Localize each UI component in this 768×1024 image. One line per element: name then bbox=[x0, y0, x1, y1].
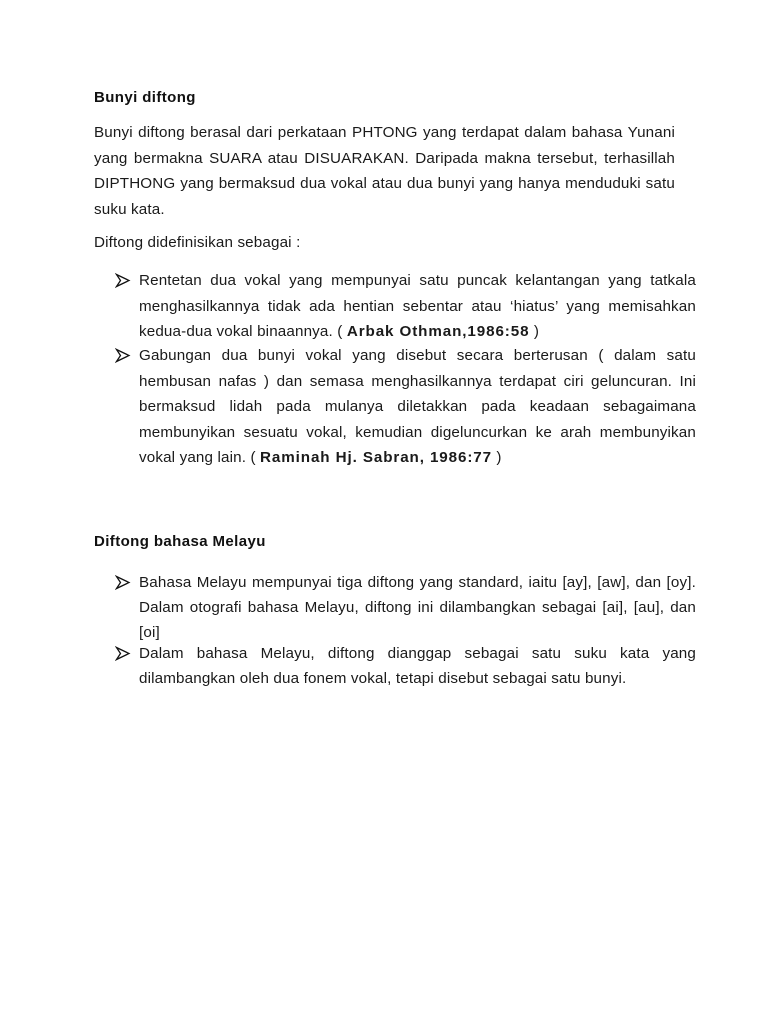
arrowhead-bullet-icon bbox=[115, 343, 131, 368]
list-item-body: Gabungan dua bunyi vokal yang disebut secara berterusan ( dalam satu hembusan nafas ) dan semasa menghasilkannya terdapat ciri geluncuran. Ini bermaksud lidah pada mulanya diletakkan pada keadaan sebagaimana membunyikan sesuatu vokal, kemudian digeluncurkan ke arah membunyikan vokal yang lain. ( bbox=[139, 347, 696, 466]
section-heading-bunyi-diftong: Bunyi diftong bbox=[94, 89, 196, 106]
arrowhead-bullet-icon bbox=[115, 268, 131, 293]
citation-close: ) bbox=[492, 449, 502, 466]
citation: Raminah Hj. Sabran, 1986:77 bbox=[260, 449, 492, 466]
citation-close: ) bbox=[529, 323, 540, 340]
list-item-text bbox=[139, 268, 696, 345]
arrowhead-bullet-icon bbox=[115, 570, 131, 595]
list-item-body: Rentetan dua vokal yang mempunyai satu puncak kelantangan yang tatkala menghasilkannya tidak ada hentian sebentar atau ‘hiatus’ yang memisahkan kedua-dua vokal binaannya. ( bbox=[139, 272, 696, 340]
intro-paragraph: Bunyi diftong berasal dari perkataan PHTONG yang terdapat dalam bahasa Yunani yang bermakna SUARA atau DISUARAKAN. Daripada makna tersebut, terhasillah DIPTHONG yang bermaksud dua vokal atau dua bunyi yang hanya menduduki satu suku kata. bbox=[94, 124, 675, 218]
section-heading-diftong-bahasa-melayu: Diftong bahasa Melayu bbox=[94, 533, 266, 550]
arrowhead-bullet-icon bbox=[115, 641, 131, 666]
citation: Arbak Othman,1986:58 bbox=[346, 323, 530, 340]
list-item-text: Dalam bahasa Melayu, diftong dianggap sebagai satu suku kata yang dilambangkan oleh dua fonem vokal, tetapi disebut sebagai satu bunyi. bbox=[139, 645, 696, 688]
definition-lead: Diftong didefinisikan sebagai : bbox=[94, 234, 301, 251]
list-item-text: Bahasa Melayu mempunyai tiga diftong yang standard, iaitu [ay], [aw], dan [oy]. Dalam otografi bahasa Melayu, diftong ini dilambangkan sebagai [ai], [au], dan [oi] bbox=[139, 574, 696, 642]
list-item-text bbox=[139, 343, 696, 471]
